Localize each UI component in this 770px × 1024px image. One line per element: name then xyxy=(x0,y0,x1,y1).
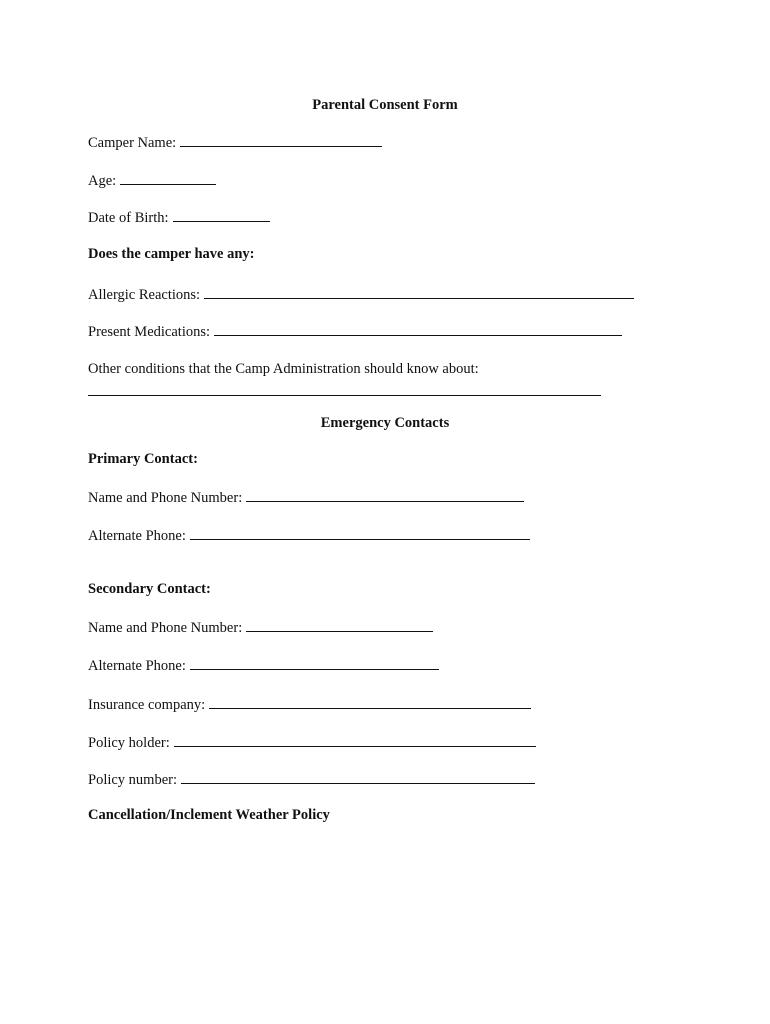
other-conditions-field[interactable] xyxy=(88,395,601,396)
policy-holder-label: Policy holder: xyxy=(88,735,170,751)
insurance-field[interactable] xyxy=(209,694,531,709)
secondary-alt-phone-row xyxy=(88,655,439,675)
primary-name-phone-field[interactable] xyxy=(246,487,524,502)
primary-alt-phone-field[interactable] xyxy=(190,525,530,540)
secondary-heading: Secondary Contact: xyxy=(88,581,211,597)
secondary-name-phone-label: Name and Phone Number: xyxy=(88,620,243,636)
primary-name-phone-row xyxy=(88,487,524,507)
allergic-row xyxy=(88,284,634,304)
dob-label: Date of Birth: xyxy=(88,210,169,226)
dob-row xyxy=(88,207,270,227)
insurance-label: Insurance company: xyxy=(88,697,206,713)
insurance-row xyxy=(88,694,531,714)
age-field[interactable] xyxy=(120,170,216,185)
primary-alt-phone-label: Alternate Phone: xyxy=(88,528,186,544)
emergency-heading: Emergency Contacts xyxy=(320,415,450,431)
policy-number-field[interactable] xyxy=(181,769,535,784)
camper-name-label: Camper Name: xyxy=(88,135,177,151)
dob-field[interactable] xyxy=(173,207,270,222)
secondary-name-phone-row xyxy=(88,617,433,637)
secondary-alt-phone-field[interactable] xyxy=(190,655,439,670)
policy-number-row xyxy=(88,769,535,789)
policy-holder-row xyxy=(88,732,536,752)
form-title: Parental Consent Form xyxy=(312,97,458,113)
primary-heading: Primary Contact: xyxy=(88,451,198,467)
secondary-name-phone-field[interactable] xyxy=(246,617,433,632)
medications-row xyxy=(88,321,622,341)
medications-field[interactable] xyxy=(214,321,622,336)
camper-name-row xyxy=(88,132,382,152)
allergic-field[interactable] xyxy=(204,284,634,299)
other-conditions-label: Other conditions that the Camp Administration should know about: xyxy=(88,361,479,377)
allergic-label: Allergic Reactions: xyxy=(88,287,201,303)
age-row xyxy=(88,170,216,190)
primary-name-phone-label: Name and Phone Number: xyxy=(88,490,243,506)
cancellation-heading: Cancellation/Inclement Weather Policy xyxy=(88,807,330,823)
policy-number-label: Policy number: xyxy=(88,772,178,788)
primary-alt-phone-row xyxy=(88,525,530,545)
medications-label: Present Medications: xyxy=(88,324,211,340)
medical-heading: Does the camper have any: xyxy=(88,246,255,262)
age-label: Age: xyxy=(88,173,117,189)
camper-name-field[interactable] xyxy=(180,132,382,147)
policy-holder-field[interactable] xyxy=(174,732,536,747)
secondary-alt-phone-label: Alternate Phone: xyxy=(88,658,186,674)
